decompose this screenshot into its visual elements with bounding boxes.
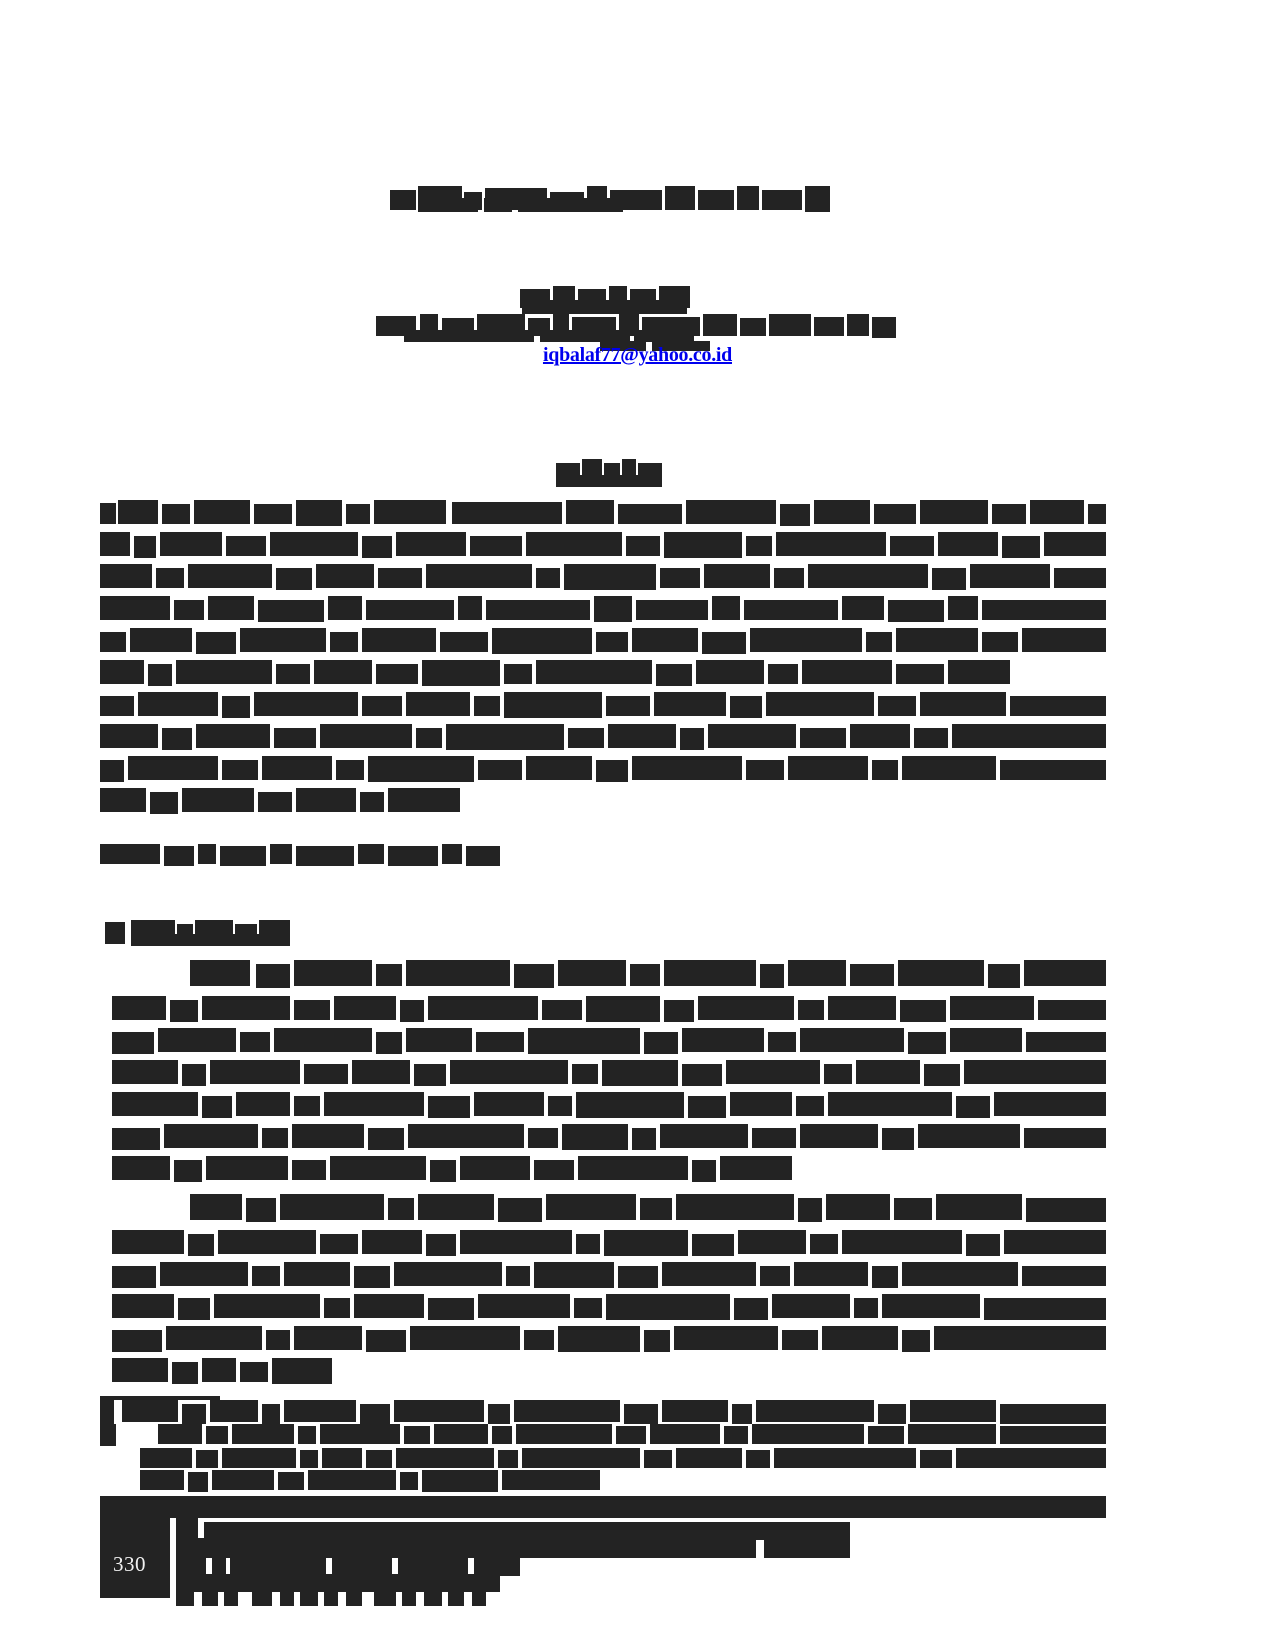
paragraph-2-line-1 — [190, 1194, 1106, 1224]
author-email-link[interactable] — [0, 344, 1275, 367]
abstract-line-5 — [100, 628, 1106, 654]
paragraph-1-line-4 — [112, 1060, 1106, 1086]
abstract-line-2 — [100, 532, 1106, 558]
paragraph-2-line-2 — [112, 1230, 1106, 1256]
footnote-line-3 — [140, 1448, 1106, 1470]
footnote-line-1 — [100, 1400, 1106, 1426]
abstract-line-10 — [100, 788, 460, 814]
abstract-line-7 — [100, 692, 1106, 718]
abstract-heading-line — [556, 459, 662, 483]
paragraph-1-line-6 — [112, 1124, 1106, 1150]
footer-top-bar — [100, 1496, 1106, 1518]
paragraph-2-line-4 — [112, 1294, 1106, 1320]
page-number: 330 — [113, 1552, 146, 1576]
abstract-line-4 — [100, 596, 1106, 622]
footer-line-1 — [176, 1518, 876, 1540]
footer-line-5 — [176, 1592, 596, 1614]
paragraph-1-line-7 — [112, 1156, 792, 1182]
paragraph-2-line-5 — [112, 1326, 1106, 1352]
paragraph-1-line-5 — [112, 1092, 1106, 1118]
paragraph-2-line-3 — [112, 1262, 1106, 1288]
keywords-bars — [100, 844, 500, 866]
paragraph-2-line-6 — [112, 1358, 332, 1384]
abstract-line-1 — [100, 500, 1106, 526]
section-heading-bars — [105, 920, 290, 946]
footnote-line-2 — [100, 1424, 1106, 1446]
abstract-line-8 — [100, 724, 1106, 750]
author-name-underline — [522, 300, 687, 314]
author-email-anchor[interactable]: iqbalaf77@yahoo.co.id — [542, 344, 732, 366]
abstract-line-3 — [100, 564, 1106, 590]
abstract-line-6 — [100, 660, 1106, 686]
paragraph-1-line-2 — [112, 996, 1106, 1022]
paragraph-1-line-3 — [112, 1028, 1106, 1054]
paragraph-1-line-1 — [190, 960, 1106, 990]
abstract-line-9 — [100, 756, 1106, 782]
footnote-line-4 — [140, 1470, 600, 1492]
title-line-1-descenders — [418, 198, 623, 212]
